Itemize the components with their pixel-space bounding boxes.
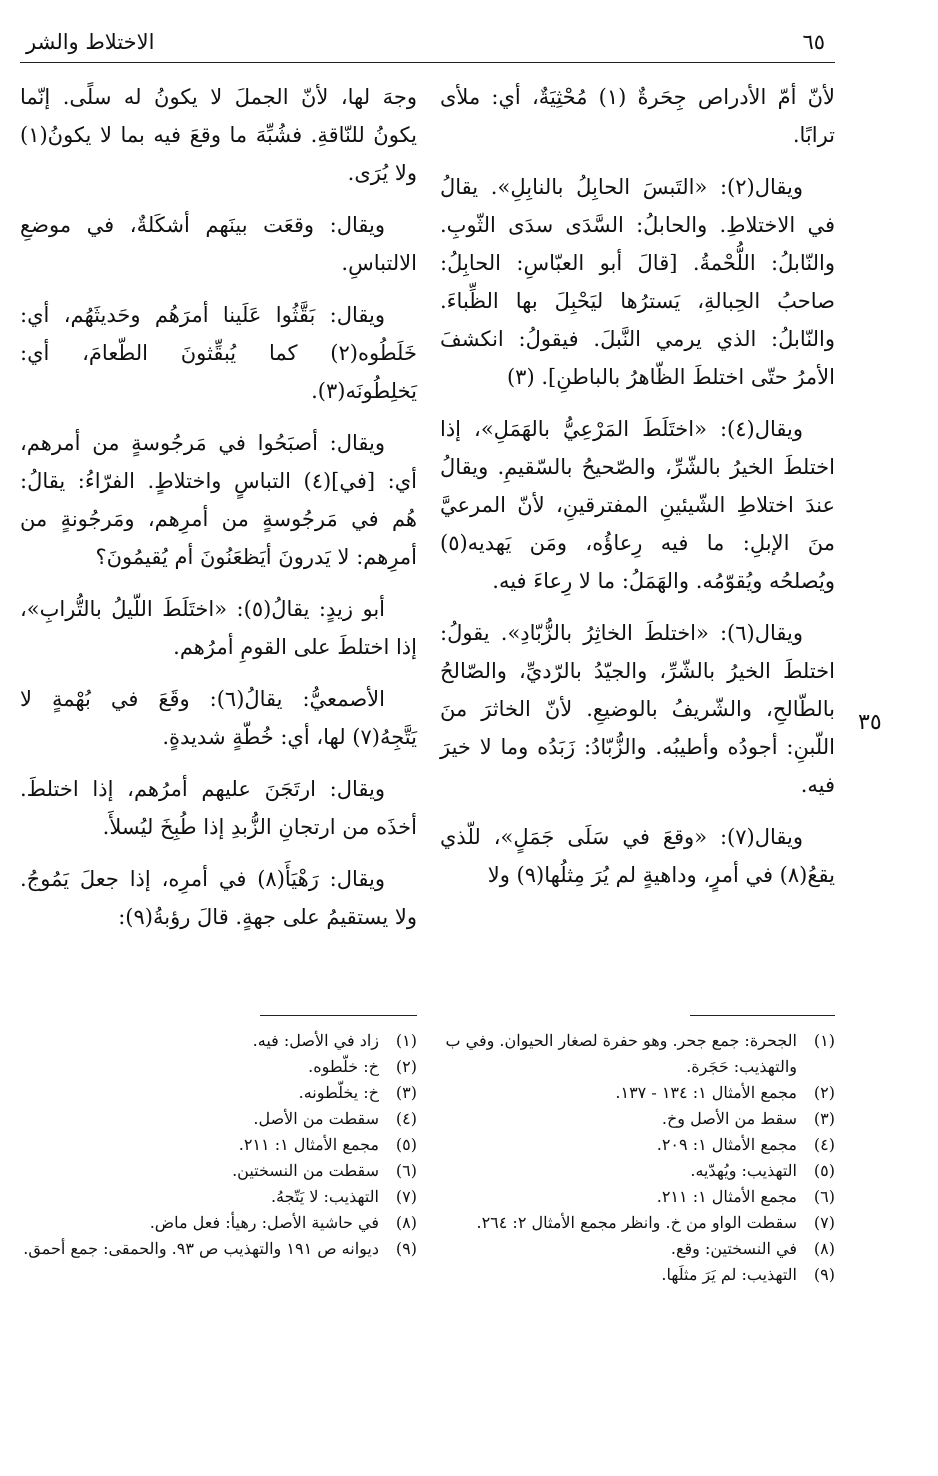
footnote-number: (٢) bbox=[813, 1083, 835, 1102]
footnote-text: التهذيب: ويُهدّيه. bbox=[690, 1161, 797, 1180]
footnote bbox=[20, 1028, 417, 1054]
footnote-number: (٧) bbox=[813, 1213, 835, 1232]
footnote-text: سقطت الواو من خ. وانظر مجمع الأمثال ٢: ٢٦٤. bbox=[476, 1213, 797, 1232]
footnote bbox=[440, 1262, 835, 1288]
footnote-number: (١) bbox=[395, 1031, 417, 1050]
footnote bbox=[20, 1184, 417, 1210]
footnote bbox=[20, 1210, 417, 1236]
footnote-divider bbox=[690, 1015, 835, 1016]
running-title: الاختلاط والشر bbox=[26, 30, 155, 54]
footnote-number: (٨) bbox=[813, 1239, 835, 1258]
paragraph: ويقال: بَقَّثُوا عَلَينا أمرَهُم وحَديثَهُم، أي: خَلَطُوه(٢) كما يُبقِّثونَ الطّعامَ، أي: يَخلِطُونَه(٣). bbox=[20, 303, 417, 403]
footnote-text: سقطت من النسختين. bbox=[232, 1161, 379, 1180]
paragraph: الأصمعيُّ: يقالُ(٦): وقَعَ في بُهْمةٍ لا يَتَّجِهُ(٧) لها، أي: خُطّةٍ شديدةٍ. bbox=[20, 687, 417, 749]
footnote-number: (٦) bbox=[813, 1187, 835, 1206]
footnote bbox=[440, 1028, 835, 1080]
footnote bbox=[440, 1132, 835, 1158]
footnote-text: التهذيب: لا يَتّجهُ. bbox=[270, 1187, 379, 1206]
footnote-text: في حاشية الأصل: رهيأ: فعل ماض. bbox=[149, 1213, 379, 1232]
footnote-number: (٣) bbox=[813, 1109, 835, 1128]
footnote-text: مجمع الأمثال ١: ٢٠٩. bbox=[656, 1135, 797, 1154]
footnote bbox=[20, 1132, 417, 1158]
footnote bbox=[440, 1184, 835, 1210]
footnote bbox=[20, 1236, 417, 1262]
footnote-text: خ: خلّطوه. bbox=[308, 1057, 379, 1076]
paragraph: ويقال(٦): «اختلطَ الخاثِرُ بالزُّبّادِ». يقولُ: اختلطَ الخيرُ بالشّرِّ، والجيّدُ بالرّديِّ، والصّالحُ بالطّالحِ، والشّريفُ بالوضيعِ. لأنّ الخاثرَ منَ اللّبنِ: أجودُه وأطيبُه. والزُّبّادُ: زَبَدُه وما لا خيرَ فيه. bbox=[440, 621, 835, 797]
footnote bbox=[440, 1158, 835, 1184]
right-footnotes bbox=[440, 1028, 835, 1288]
page-number: ٦٥ bbox=[802, 30, 825, 54]
footnote bbox=[440, 1080, 835, 1106]
right-column bbox=[440, 78, 835, 908]
footnote-number: (٩) bbox=[395, 1239, 417, 1258]
footnote-text: زاد في الأصل: فيه. bbox=[252, 1031, 379, 1050]
footnote-text: التهذيب: لم يَرَ مثلَها. bbox=[661, 1265, 797, 1284]
footnote-text: مجمع الأمثال ١: ١٣٤ - ١٣٧. bbox=[615, 1083, 797, 1102]
footnote-text: سقطت من الأصل. bbox=[253, 1109, 379, 1128]
page-header bbox=[20, 22, 835, 63]
paragraph: أبو زيدٍ: يقالُ(٥): «اختَلَطَ اللّيلُ بالتُّرابِ»، إذا اختلطَ على القومِ أمرُهم. bbox=[20, 597, 417, 659]
paragraph: ويقال: وقعَت بينَهم أشكَلةٌ، في موضعِ الالتباسِ. bbox=[20, 213, 417, 275]
footnote-number: (٦) bbox=[395, 1161, 417, 1180]
footnote-text: الجحرة: جمع جحر. وهو حفرة لصغار الحيوان. وفي ب والتهذيب: حَجَرة. bbox=[445, 1031, 797, 1076]
footnote-number: (٨) bbox=[395, 1213, 417, 1232]
footnote-divider bbox=[260, 1015, 417, 1016]
footnote-text: سقط من الأصل وخ. bbox=[661, 1109, 797, 1128]
footnote bbox=[20, 1054, 417, 1080]
paragraph: ويقال: أصبَحُوا في مَرجُوسةٍ من أمرهم، أي: [في](٤) التباسٍ واختلاطٍ. الفرّاءُ: يقالُ: هُم في مَرجُوسةٍ من أمرِهم، ومَرجُونةٍ من أمرِهم: لا يَدرونَ أيَظعَنُونَ أم يُقيمُونَ؟ bbox=[20, 431, 417, 569]
footnote-text: مجمع الأمثال ١: ٢١١. bbox=[238, 1135, 379, 1154]
footnote-text: خ: يخلّطونه. bbox=[298, 1083, 379, 1102]
paragraph: لأنّ أمّ الأدراص جِحَرةٌ (١) مُحْثِيَةٌ، أي: ملأى ترابًا. bbox=[440, 85, 835, 147]
footnote-number: (٧) bbox=[395, 1187, 417, 1206]
footnote-number: (٥) bbox=[395, 1135, 417, 1154]
paragraph: ويقال(٤): «اختَلَطَ المَرْعِيُّ بالهَمَلِ»، إذا اختلطَ الخيرُ بالشّرِّ، والصّحيحُ بالسّقيمِ. ويقالُ عندَ اختلاطِ الشّيئينِ المفترقينِ، لأنّ المرعيَّ منَ الإبلِ: ما فيه رِعاؤُه، ومَن يَهديه(٥) ويُصلحُه ويُقوّمُه. والهَمَلُ: ما لا رِعاءَ فيه. bbox=[440, 417, 835, 593]
paragraph: ويقال(٧): «وقعَ في سَلَى جَمَلٍ»، للّذي يقعُ(٨) في أمرٍ، وداهيةٍ لم يُرَ مِثلُها(٩) ولا bbox=[440, 825, 835, 887]
footnote-number: (٤) bbox=[813, 1135, 835, 1154]
footnote bbox=[20, 1106, 417, 1132]
left-footnotes bbox=[20, 1028, 417, 1262]
paragraph: ويقال: رَهْيَأَ(٨) في أمرِه، إذا جعلَ يَمُوجُ. ولا يستقيمُ على جهةٍ. قالَ رؤبةُ(٩): bbox=[20, 867, 417, 929]
footnote bbox=[440, 1106, 835, 1132]
footnote-number: (٥) bbox=[813, 1161, 835, 1180]
footnote bbox=[440, 1210, 835, 1236]
footnote-number: (٤) bbox=[395, 1109, 417, 1128]
footnote-number: (٢) bbox=[395, 1057, 417, 1076]
paragraph: ويقال: ارتَجَنَ عليهم أمرُهم، إذا اختلطَ. أخذَه من ارتجانِ الزُّبدِ إذا طُبِخَ ليُسلأَ. bbox=[20, 777, 417, 839]
footnote-number: (٩) bbox=[813, 1265, 835, 1284]
footnote bbox=[20, 1158, 417, 1184]
footnote bbox=[20, 1080, 417, 1106]
margin-line-number: ٣٥ bbox=[858, 710, 882, 735]
footnote-text: مجمع الأمثال ١: ٢١١. bbox=[656, 1187, 797, 1206]
footnote-text: في النسختين: وقع. bbox=[670, 1239, 797, 1258]
footnote bbox=[440, 1236, 835, 1262]
footnote-text: ديوانه ص ١٩١ والتهذيب ص ٩٣. والحمقى: جمع أحمق. bbox=[23, 1239, 379, 1258]
left-column bbox=[20, 78, 417, 950]
paragraph: وجهَ لها، لأنّ الجملَ لا يكونُ له سلًى. إنّما يكونُ للنّاقةِ. فشُبِّهَ ما وقعَ فيه بما لا يكونُ(١) ولا يُرَى. bbox=[20, 85, 417, 185]
footnote-number: (٣) bbox=[395, 1083, 417, 1102]
book-page bbox=[20, 22, 920, 1462]
footnote-number: (١) bbox=[813, 1031, 835, 1050]
paragraph: ويقال(٢): «التَبسَ الحابِلُ بالنابِلِ». يقالُ في الاختلاطِ. والحابلُ: السَّدَى سدَى الثّوبِ. والنّابلُ: اللُّحْمةُ. [قالَ أبو العبّاسِ: الحابِلُ: صاحبُ الحِبالةِ، يَسترُها ليَحْبِلَ بها الظِّباءَ. والنّابلُ: الذي يرمي النَّبلَ. فيقولُ: انكشفَ الأمرُ حتّى اختلطَ الظّاهرُ بالباطنِ]. (٣) bbox=[440, 175, 835, 389]
